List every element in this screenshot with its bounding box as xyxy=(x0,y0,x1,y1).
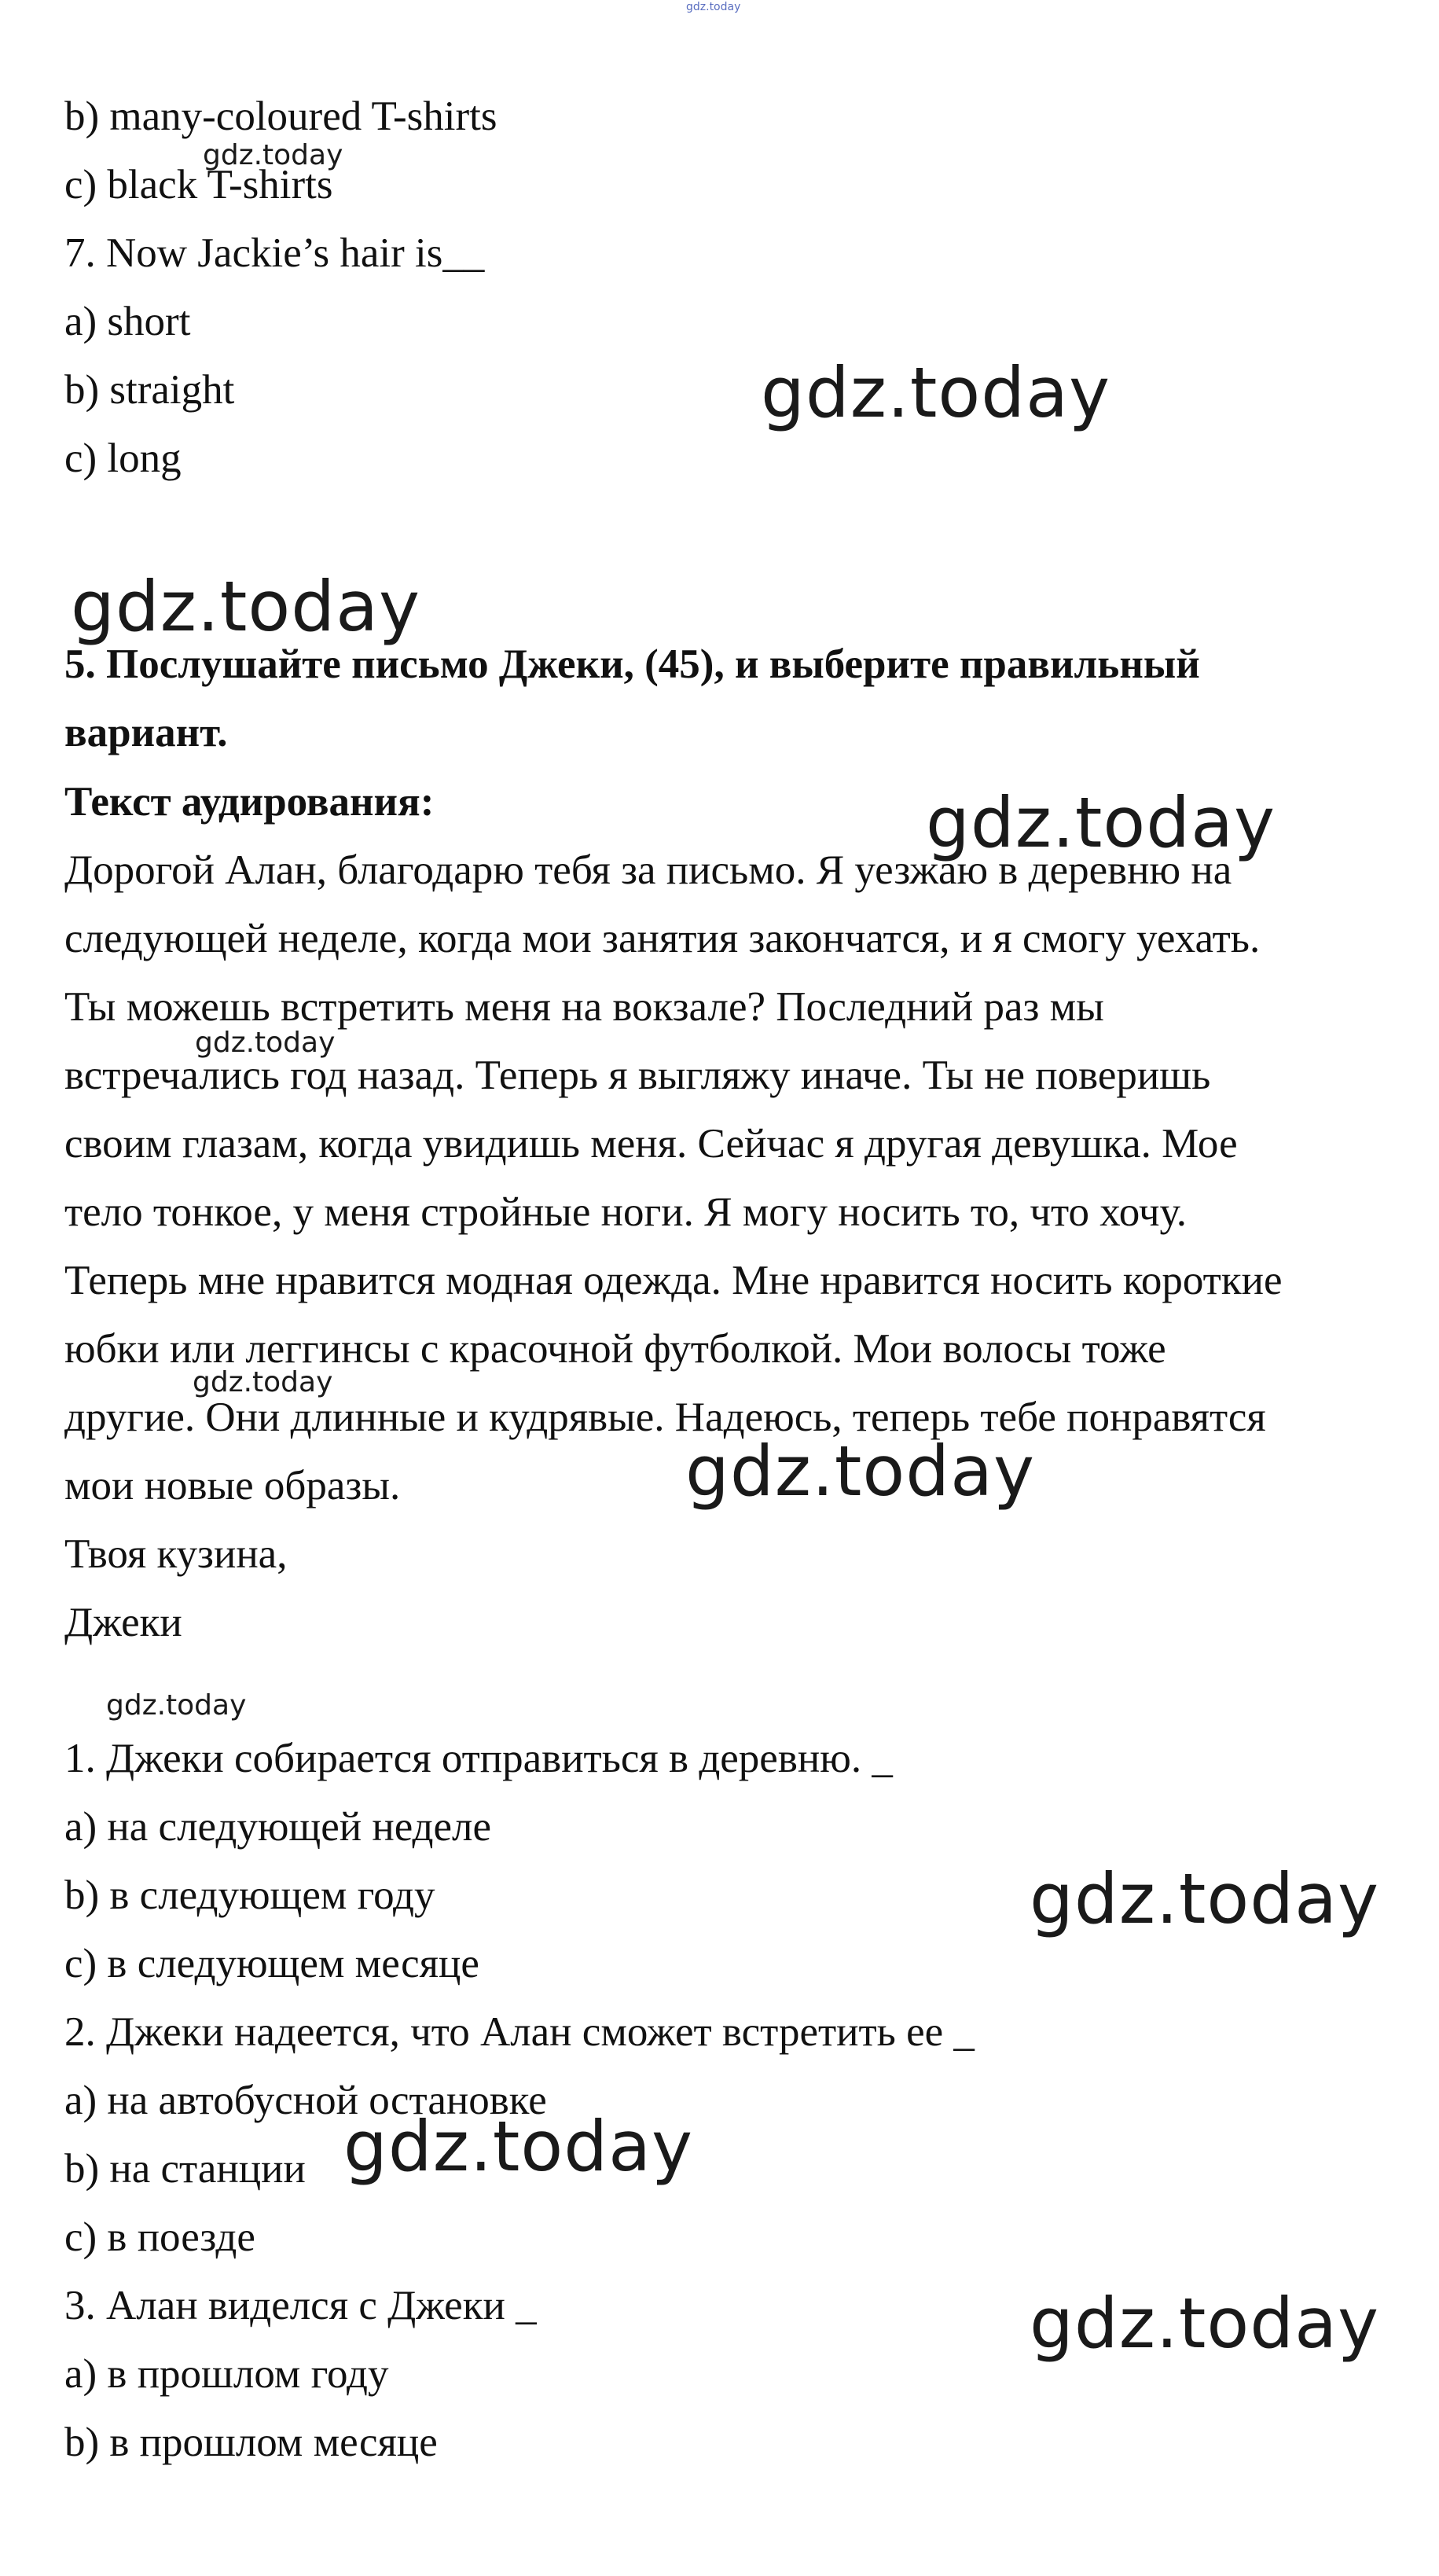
question-7-option-c: c) long xyxy=(64,435,182,481)
exercise-title-line2: вариант. xyxy=(64,710,228,755)
question-7-option-a: a) short xyxy=(64,299,191,344)
watermark-small: gdz.today xyxy=(195,1027,336,1059)
question-7: 7. Now Jackie’s hair is__ xyxy=(64,230,485,276)
watermark-small: gdz.today xyxy=(193,1366,333,1398)
watermark-large: gdz.today xyxy=(1030,1858,1380,1939)
option-b-many-coloured: b) many-coloured T-shirts xyxy=(64,94,497,139)
question-2-option-a: a) на автобусной остановке xyxy=(64,2078,547,2123)
letter-line: следующей неделе, когда мои занятия закончатся, и я смогу уехать. xyxy=(64,916,1261,961)
question-1-option-c: c) в следующем месяце xyxy=(64,1941,479,1986)
question-2: 2. Джеки надеется, что Алан сможет встретить ее _ xyxy=(64,2009,975,2055)
watermark-large: gdz.today xyxy=(685,1431,1036,1512)
letter-line: другие. Они длинные и кудрявые. Надеюсь, теперь тебе понравятся xyxy=(64,1395,1266,1440)
watermark-large: gdz.today xyxy=(343,2106,694,2187)
letter-line: Ты можешь встретить меня на вокзале? Последний раз мы xyxy=(64,984,1104,1030)
question-1: 1. Джеки собирается отправиться в деревню. _ xyxy=(64,1736,893,1781)
letter-line: юбки или леггинсы с красочной футболкой. Мои волосы тоже xyxy=(64,1326,1166,1372)
question-1-option-b: b) в следующем году xyxy=(64,1872,435,1918)
letter-line: Дорогой Алан, благодарю тебя за письмо. Я уезжаю в деревню на xyxy=(64,847,1232,893)
watermark-small: gdz.today xyxy=(203,139,343,171)
letter-line: мои новые образы. xyxy=(64,1463,401,1508)
question-3: 3. Алан виделся с Джеки _ xyxy=(64,2283,537,2328)
exercise-title-line1: 5. Послушайте письмо Джеки, (45), и выберите правильный xyxy=(64,641,1200,687)
watermark-large: gdz.today xyxy=(1030,2283,1380,2364)
letter-line: встречались год назад. Теперь я выгляжу иначе. Ты не поверишь xyxy=(64,1053,1211,1098)
question-2-option-c: c) в поезде xyxy=(64,2214,255,2260)
letter-line: тело тонкое, у меня стройные ноги. Я могу носить то, что хочу. xyxy=(64,1189,1187,1235)
watermark-large: gdz.today xyxy=(926,782,1276,863)
watermark-large: gdz.today xyxy=(71,566,421,647)
watermark-tiny: gdz.today xyxy=(686,1,741,13)
letter-signoff: Твоя кузина, xyxy=(64,1531,288,1577)
question-1-option-a: a) на следующей неделе xyxy=(64,1804,492,1850)
watermark-large: gdz.today xyxy=(761,352,1111,433)
letter-line: своим глазам, когда увидишь меня. Сейчас я другая девушка. Мое xyxy=(64,1121,1238,1167)
option-c-black: c) black T-shirts xyxy=(64,162,333,208)
letter-line: Теперь мне нравится модная одежда. Мне нравится носить короткие xyxy=(64,1258,1283,1303)
question-3-option-b: b) в прошлом месяце xyxy=(64,2420,438,2465)
question-7-option-b: b) straight xyxy=(64,367,235,413)
watermark-small: gdz.today xyxy=(106,1689,247,1722)
exercise-subtitle: Текст аудирования: xyxy=(64,779,435,825)
question-2-option-b: b) на станции xyxy=(64,2146,306,2192)
question-3-option-a: a) в прошлом году xyxy=(64,2351,389,2397)
letter-signature: Джеки xyxy=(64,1600,182,1645)
